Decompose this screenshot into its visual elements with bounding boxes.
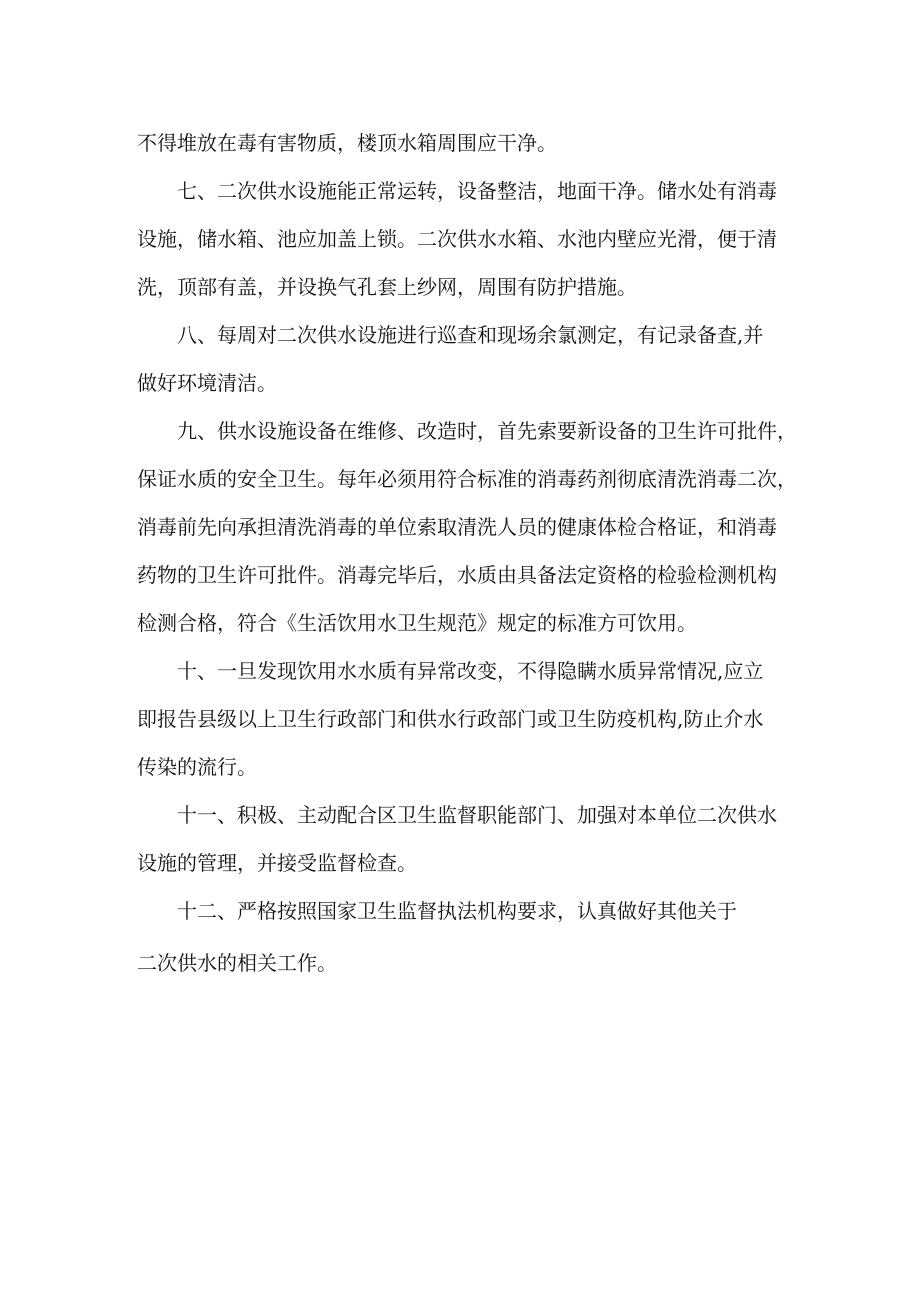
paragraph-9 (137, 407, 797, 647)
document-body (137, 119, 797, 987)
paragraph-6-continuation (137, 119, 787, 167)
paragraph-11 (137, 791, 787, 887)
text-line: 十二、严格按照国家卫生监督执法机构要求，认真做好其他关于 (177, 899, 737, 923)
text-line: 八、每周对二次供水设施进行巡查和现场余氯测定，有记录备查,并 (177, 323, 764, 347)
text-line: 洗，顶部有盖，并设换气孔套上纱网，周围有防护措施。 (137, 275, 637, 299)
text-line: 即报告县级以上卫生行政部门和供水行政部门或卫生防疫机构,防止介水 (137, 707, 764, 731)
paragraph-10 (137, 647, 787, 791)
text-line: 设施，储水箱、池应加盖上锁。二次供水水箱、水池内壁应光滑，便于清 (137, 227, 777, 251)
text-line: 十、一旦发现饮用水水质有异常改变，不得隐瞒水质异常情况,应立 (177, 659, 764, 683)
text-line: 设施的管理，并接受监督检查。 (137, 851, 417, 875)
text-line: 做好环境清洁。 (137, 371, 277, 395)
text-line: 检测合格，符合《生活饮用水卫生规范》规定的标准方可饮用。 (137, 611, 697, 635)
text-line: 十一、积极、主动配合区卫生监督职能部门、加强对本单位二次供水 (177, 803, 777, 827)
text-line: 不得堆放在毒有害物质，楼顶水箱周围应干净。 (137, 131, 557, 155)
paragraph-12 (137, 887, 787, 987)
text-line: 消毒前先向承担清洗消毒的单位索取清洗人员的健康体检合格证，和消毒 (137, 515, 777, 539)
text-line: 传染的流行。 (137, 755, 257, 779)
text-line: 药物的卫生许可批件。消毒完毕后，水质由具备法定资格的检验检测机构 (137, 563, 777, 587)
text-line: 九、供水设施设备在维修、改造时，首先索要新设备的卫生许可批件， (177, 419, 797, 443)
text-line: 二次供水的相关工作。 (137, 951, 337, 975)
paragraph-8 (137, 311, 787, 407)
paragraph-7 (137, 167, 787, 311)
text-line: 保证水质的安全卫生。每年必须用符合标准的消毒药剂彻底清洗消毒二次， (137, 467, 797, 491)
text-line: 七、二次供水设施能正常运转，设备整洁，地面干净。储水处有消毒 (177, 179, 777, 203)
